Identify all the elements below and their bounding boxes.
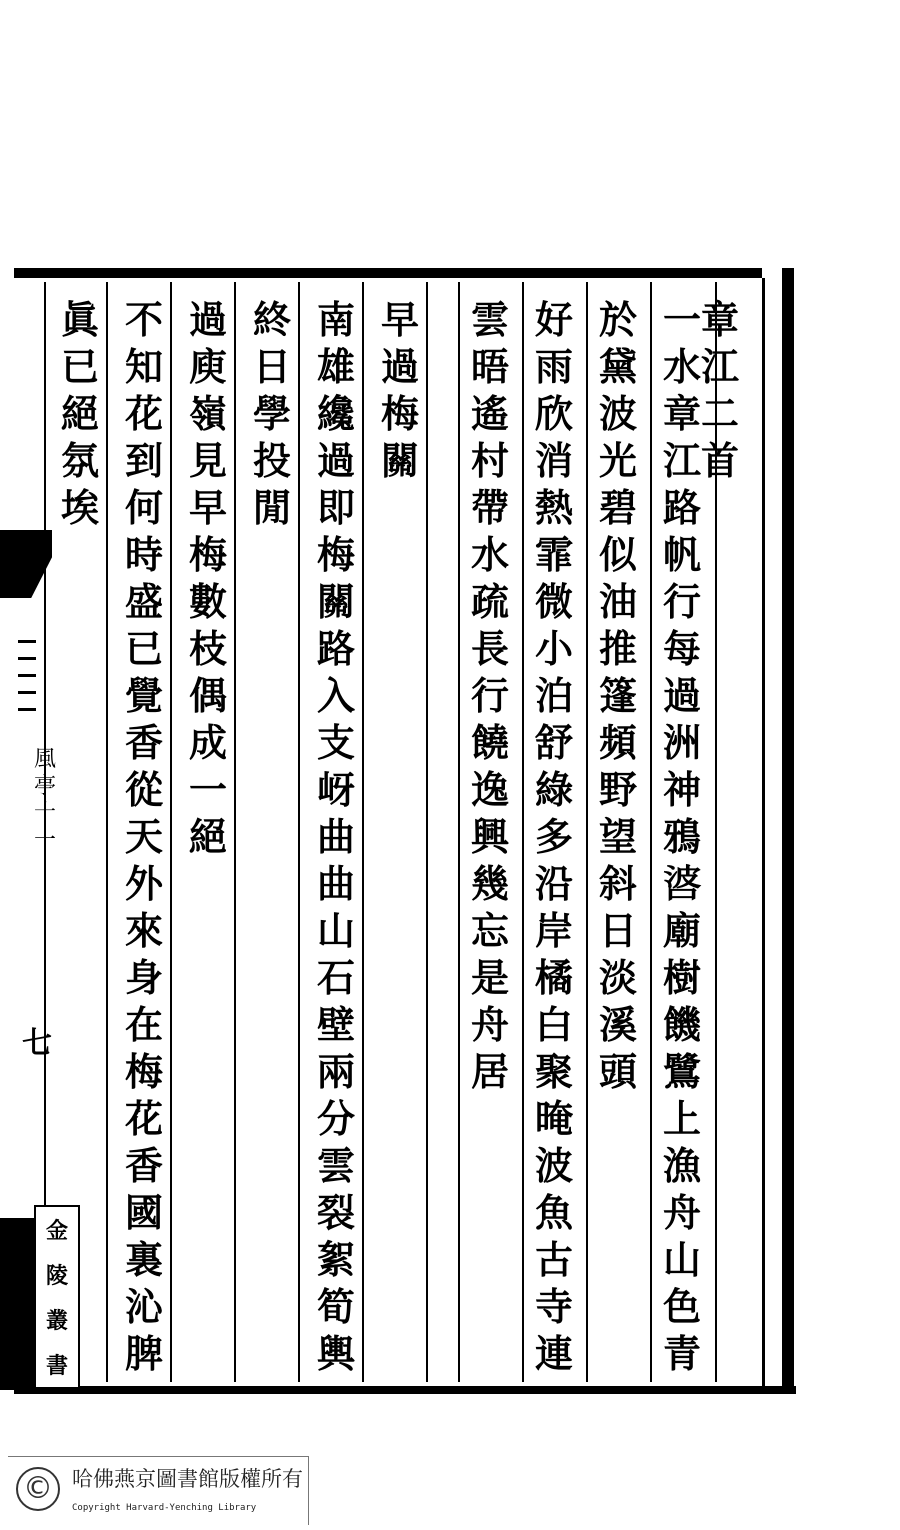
glyph: 水 [662,344,701,389]
glyph: 埃 [60,485,99,530]
glyph: 溪 [598,1002,637,1047]
glyph: 壁 [316,1002,355,1047]
glyph: 花 [124,391,163,436]
glyph: 岈 [316,767,355,812]
glyph: 忘 [470,908,509,953]
glyph: 纔 [316,391,355,436]
glyph: 章 [700,297,739,342]
glyph: 洲 [662,720,701,765]
glyph: 晻 [534,1096,573,1141]
glyph: 𠴸 [662,861,701,906]
glyph: 於 [598,297,637,342]
glyph: 首 [700,438,739,483]
glyph: 數 [188,579,227,624]
column-rule [522,282,524,1382]
glyph: 早 [188,485,227,530]
glyph: 一 [33,828,56,853]
glyph: 長 [470,626,509,671]
glyph: 成 [188,720,227,765]
glyph: 饑 [662,1002,701,1047]
glyph: 光 [598,438,637,483]
glyph: 外 [124,861,163,906]
glyph: 分 [316,1096,355,1141]
glyph: 關 [380,438,419,483]
frame-right-border [782,268,794,1390]
glyph: 風 [33,747,56,772]
glyph: 欣 [534,391,573,436]
text-column-7 [116,296,172,1377]
glyph: 見 [188,438,227,483]
glyph: 霏 [534,532,573,577]
glyph: 山 [662,1237,701,1282]
glyph: 支 [316,720,355,765]
glyph: 到 [124,438,163,483]
glyph: 上 [662,1096,701,1141]
glyph: 雲 [316,1143,355,1188]
text-column-6 [244,296,300,531]
glyph: 逸 [470,767,509,812]
glyph: 微 [534,579,573,624]
glyph: 曲 [316,814,355,859]
glyph: 饒 [470,720,509,765]
glyph: 梅 [124,1049,163,1094]
margin-label [30,746,60,854]
glyph: 一 [662,297,701,342]
glyph: 裂 [316,1190,355,1235]
glyph: 樹 [662,955,701,1000]
glyph: 庾 [188,344,227,389]
glyph: 在 [124,1002,163,1047]
copyright-icon: © [16,1467,60,1511]
glyph: 雄 [316,344,355,389]
copyright-stamp [8,1456,309,1525]
glyph: 石 [316,955,355,1000]
glyph: 多 [534,814,573,859]
glyph: 江 [662,438,701,483]
glyph: 投 [252,438,291,483]
glyph: 神 [662,767,701,812]
column-rule [586,282,588,1382]
copyright-english: Copyright Harvard-Yenching Library [72,1503,257,1513]
glyph: 金 [45,1218,68,1244]
glyph: 入 [316,673,355,718]
glyph: 日 [598,908,637,953]
glyph: 頭 [598,1049,637,1094]
glyph: 色 [662,1284,701,1329]
glyph: 從 [124,767,163,812]
glyph: 梅 [188,532,227,577]
page-number: 七 [22,1026,52,1061]
glyph: 岸 [534,908,573,953]
glyph: 過 [380,344,419,389]
glyph: 白 [534,1002,573,1047]
frame-bottom-border [14,1386,796,1394]
glyph: 居 [470,1049,509,1094]
glyph: 沁 [124,1284,163,1329]
glyph: 早 [380,297,419,342]
glyph: 二 [700,391,739,436]
glyph: 嶺 [188,391,227,436]
glyph: 山 [316,908,355,953]
glyph: 寺 [534,1284,573,1329]
glyph: 終 [252,297,291,342]
text-column-2 [590,296,646,1095]
glyph: 望 [598,814,637,859]
text-column-5 [308,296,364,1377]
glyph: 梅 [316,532,355,577]
glyph: 舟 [470,1002,509,1047]
glyph: 過 [188,297,227,342]
glyph: 已 [60,344,99,389]
glyph: 一 [188,767,227,812]
glyph: 學 [252,391,291,436]
glyph: 碧 [598,485,637,530]
glyph: 水 [470,532,509,577]
glyph: 舟 [662,1190,701,1235]
glyph: 曲 [316,861,355,906]
glyph: 時 [124,532,163,577]
copyright-chinese: 哈佛燕京圖書館版權所有 [72,1467,303,1491]
glyph: 何 [124,485,163,530]
column-rule [650,282,652,1382]
glyph: 好 [534,297,573,342]
glyph: 路 [316,626,355,671]
glyph: 香 [124,1143,163,1188]
glyph: 輿 [316,1331,355,1376]
glyph: 行 [470,673,509,718]
publisher-label [34,1205,80,1389]
glyph: 油 [598,579,637,624]
glyph: 國 [124,1190,163,1235]
text-column-8 [52,296,108,531]
glyph: 香 [124,720,163,765]
glyph: 裏 [124,1237,163,1282]
glyph: 氛 [60,438,99,483]
glyph: 盛 [124,579,163,624]
glyph: 絮 [316,1237,355,1282]
glyph: 關 [316,579,355,624]
glyph: 熱 [534,485,573,530]
glyph: 是 [470,955,509,1000]
glyph: 波 [598,391,637,436]
column-rule [458,282,460,1382]
glyph: 絕 [188,814,227,859]
glyph: 江 [700,344,739,389]
glyph: 書 [45,1353,68,1379]
glyph: 即 [316,485,355,530]
text-column-title-2 [372,296,428,484]
margin-ticks [18,640,40,725]
glyph: 章 [662,391,701,436]
glyph: 閒 [252,485,291,530]
glyph: 不 [124,297,163,342]
glyph: 鷺 [662,1049,701,1094]
glyph: 消 [534,438,573,483]
glyph: 波 [534,1143,573,1188]
glyph: 身 [124,955,163,1000]
glyph: 黛 [598,344,637,389]
glyph: 推 [598,626,637,671]
glyph: 絕 [60,391,99,436]
glyph: 過 [316,438,355,483]
glyph: 聚 [534,1049,573,1094]
glyph: 叢 [45,1308,68,1334]
glyph: 村 [470,438,509,483]
glyph: 雲 [470,297,509,342]
glyph: 每 [662,626,701,671]
glyph: 篷 [598,673,637,718]
glyph: 來 [124,908,163,953]
text-column-4 [462,296,518,1095]
glyph: 斜 [598,861,637,906]
glyph: 幾 [470,861,509,906]
glyph: 橘 [534,955,573,1000]
glyph: 行 [662,579,701,624]
text-column-3 [526,296,582,1377]
glyph: 鴉 [662,814,701,859]
glyph: 野 [598,767,637,812]
glyph: 知 [124,344,163,389]
glyph: 偶 [188,673,227,718]
glyph: 花 [124,1096,163,1141]
glyph: 似 [598,532,637,577]
glyph: 十 [33,801,56,826]
glyph: 疏 [470,579,509,624]
glyph: 漁 [662,1143,701,1188]
glyph: 興 [470,814,509,859]
glyph: 廟 [662,908,701,953]
glyph: 陵 [45,1263,68,1289]
glyph: 帆 [662,532,701,577]
glyph: 泊 [534,673,573,718]
text-column-1 [654,296,710,1377]
glyph: 已 [124,626,163,671]
text-column-title-3 [180,296,236,860]
glyph: 過 [662,673,701,718]
glyph: 路 [662,485,701,530]
glyph: 枝 [188,626,227,671]
glyph: 沿 [534,861,573,906]
glyph: 頻 [598,720,637,765]
glyph: 古 [534,1237,573,1282]
glyph: 舒 [534,720,573,765]
glyph: 筍 [316,1284,355,1329]
glyph: 梅 [380,391,419,436]
glyph: 天 [124,814,163,859]
glyph: 綠 [534,767,573,812]
glyph: 晤 [470,344,509,389]
frame-top-border [14,268,762,278]
glyph: 眞 [60,297,99,342]
frame-right-inner-border [762,278,765,1388]
glyph: 小 [534,626,573,671]
glyph: 覺 [124,673,163,718]
glyph: 南 [316,297,355,342]
glyph: 雨 [534,344,573,389]
glyph: 青 [662,1331,701,1376]
glyph: 脾 [124,1331,163,1376]
glyph: 帶 [470,485,509,530]
glyph: 遙 [470,391,509,436]
glyph: 亭 [33,774,56,799]
glyph: 魚 [534,1190,573,1235]
glyph: 淡 [598,955,637,1000]
margin-dark-band [0,1218,34,1390]
glyph: 連 [534,1331,573,1376]
glyph: 兩 [316,1049,355,1094]
glyph: 日 [252,344,291,389]
